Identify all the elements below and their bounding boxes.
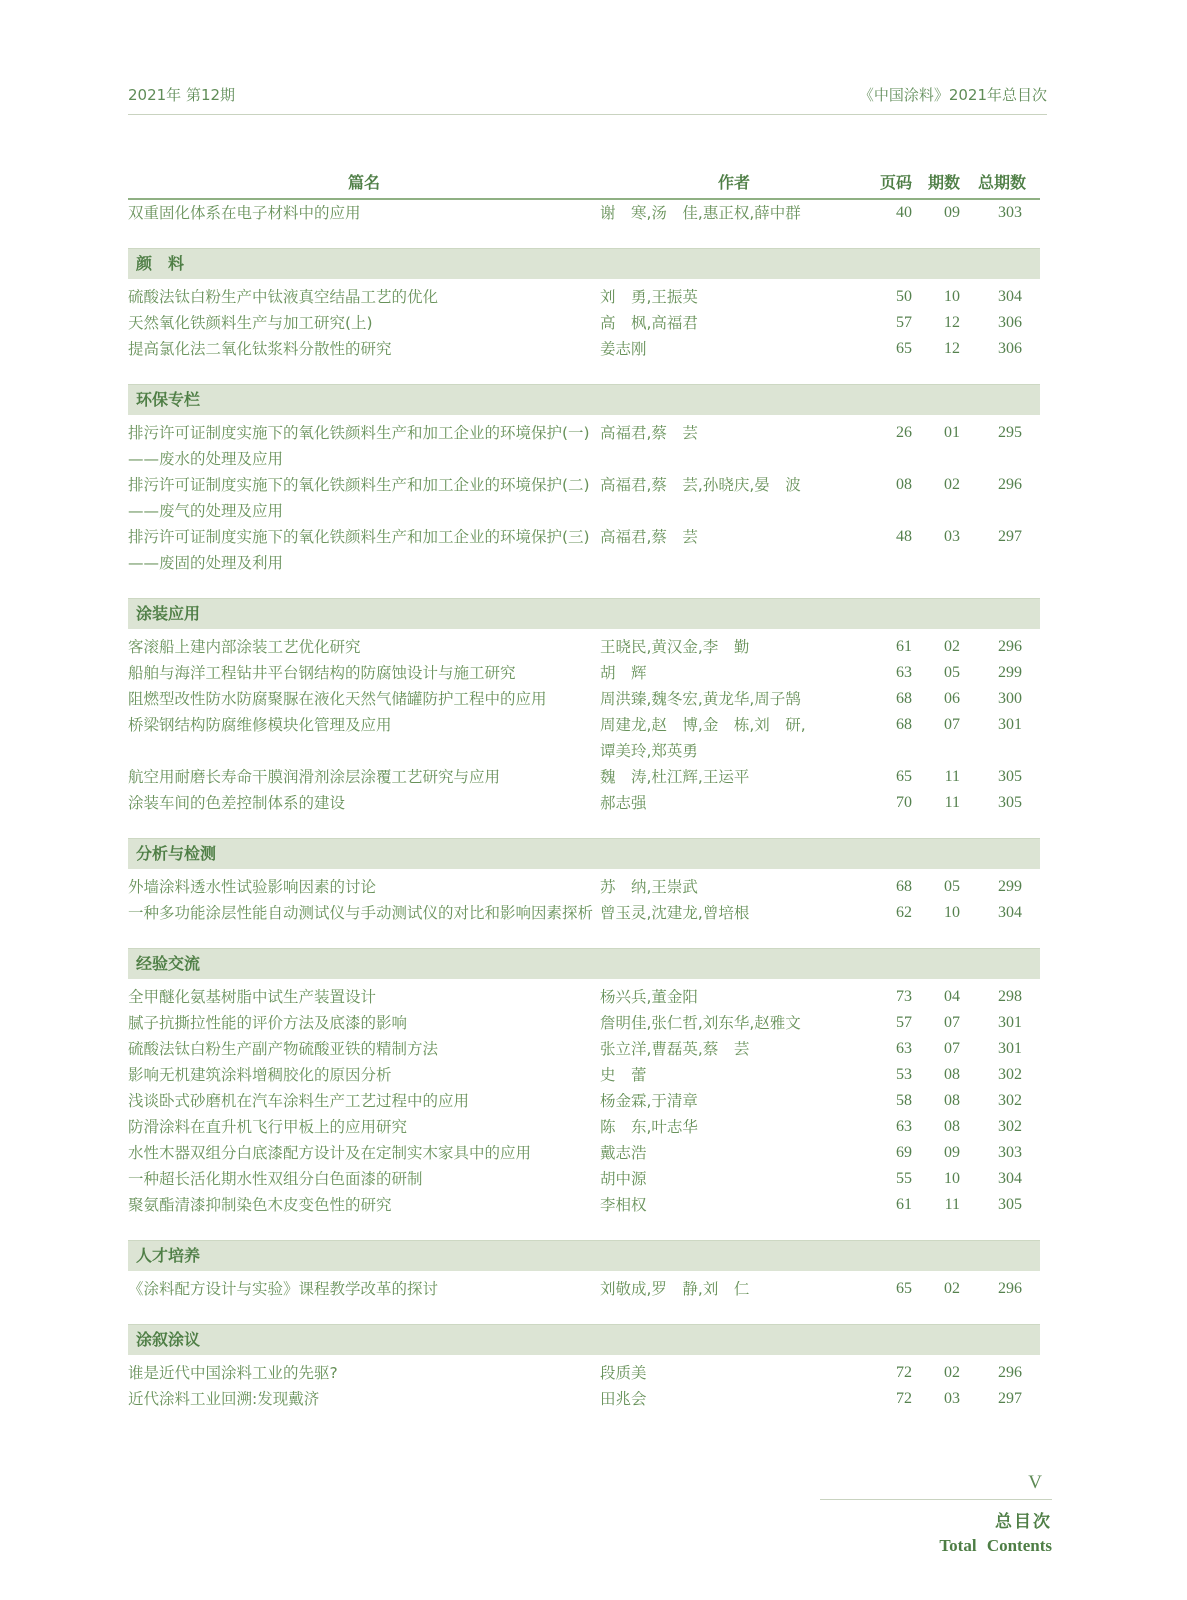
entry-author: 胡中源 [600, 1170, 647, 1188]
entry-title: 提高氯化法二氧化钛浆料分散性的研究 [128, 340, 392, 358]
author-cell [600, 1010, 868, 1036]
author-cell [600, 764, 868, 790]
entry-issue: 04 [944, 988, 960, 1005]
entry-page: 65 [896, 768, 912, 785]
footer-label-en: Total Contents [939, 1536, 1052, 1555]
author-cell [600, 1140, 868, 1166]
entry-title: 排污许可证制度实施下的氧化铁颜料生产和加工企业的环境保护(一) [128, 424, 590, 442]
entry-title: 船舶与海洋工程钻井平台钢结构的防腐蚀设计与施工研究 [128, 664, 516, 682]
entry-author: 姜志刚 [600, 340, 647, 358]
entry-page: 57 [896, 1014, 912, 1031]
toc-row [128, 686, 1040, 712]
title-cell [128, 660, 600, 686]
author-cell [600, 874, 868, 900]
entry-subtitle: ——废气的处理及应用 [128, 502, 284, 520]
entry-title: 排污许可证制度实施下的氧化铁颜料生产和加工企业的环境保护(二) [128, 476, 590, 494]
author-cell [600, 200, 868, 226]
toc-row [128, 1010, 1040, 1036]
entry-title: 浅谈卧式砂磨机在汽车涂料生产工艺过程中的应用 [128, 1092, 470, 1110]
entry-total: 296 [998, 476, 1022, 493]
entry-title: 阻燃型改性防水防腐聚脲在液化天然气储罐防护工程中的应用 [128, 690, 547, 708]
col-header-title: 篇名 [347, 173, 380, 192]
entry-issue: 10 [944, 904, 960, 921]
toc-row [128, 1036, 1040, 1062]
title-cell [128, 900, 600, 926]
title-cell [128, 1192, 600, 1218]
entry-issue: 10 [944, 1170, 960, 1187]
author-cell [600, 900, 868, 926]
entry-title: 涂装车间的色差控制体系的建设 [128, 794, 346, 812]
toc-row [128, 1114, 1040, 1140]
entry-page: 73 [896, 988, 912, 1005]
footer-label-cn: 总目次 [995, 1512, 1052, 1532]
title-cell [128, 1088, 600, 1114]
entry-author: 田兆会 [600, 1390, 647, 1408]
toc-row [128, 310, 1040, 336]
author-cell [600, 1276, 868, 1302]
entry-page: 70 [896, 794, 912, 811]
author-cell [600, 686, 868, 712]
entry-total: 297 [998, 528, 1022, 545]
entry-subtitle: ——废水的处理及应用 [128, 450, 284, 468]
entry-author: 詹明佳,张仁哲,刘东华,赵雅文 [600, 1014, 801, 1032]
entry-total: 303 [998, 1144, 1022, 1161]
entry-page: 69 [896, 1144, 912, 1161]
toc-row [128, 1062, 1040, 1088]
title-cell [128, 1062, 600, 1088]
entry-author: 张立洋,曹磊英,蔡 芸 [600, 1040, 750, 1058]
toc-row [128, 1192, 1040, 1218]
title-cell [128, 1010, 600, 1036]
toc-row [128, 336, 1040, 362]
toc-row [128, 1276, 1040, 1302]
author-cell [600, 472, 868, 498]
entry-page: 65 [896, 1280, 912, 1297]
entry-author: 史 蕾 [600, 1066, 647, 1084]
entry-title: 防滑涂料在直升机飞行甲板上的应用研究 [128, 1118, 408, 1136]
entry-author: 刘敬成,罗 静,刘 仁 [600, 1280, 750, 1298]
entry-subtitle: ——废固的处理及利用 [128, 554, 284, 572]
entry-issue: 10 [944, 288, 960, 305]
title-cell [128, 1114, 600, 1140]
entry-page: 57 [896, 314, 912, 331]
entry-title: 天然氧化铁颜料生产与加工研究(上) [128, 314, 373, 332]
entry-total: 305 [998, 794, 1022, 811]
entry-author: 谢 寒,汤 佳,惠正权,薛中群 [600, 204, 801, 222]
entry-title: 全甲醚化氨基树脂中试生产装置设计 [128, 988, 377, 1006]
entry-page: 40 [896, 204, 912, 221]
entry-title: 水性木器双组分白底漆配方设计及在定制实木家具中的应用 [128, 1144, 532, 1162]
entry-issue: 01 [944, 424, 960, 441]
running-header [128, 84, 1047, 115]
title-cell [128, 310, 600, 336]
title-cell [128, 874, 600, 900]
title-cell [128, 1140, 600, 1166]
entry-issue: 07 [944, 1040, 960, 1057]
entry-total: 301 [998, 716, 1022, 733]
author-cell [600, 634, 868, 660]
entry-page: 50 [896, 288, 912, 305]
entry-issue: 03 [944, 1390, 960, 1407]
section-header: 人才培养 [128, 1240, 1040, 1271]
entry-author: 段质美 [600, 1364, 647, 1382]
footer-divider [820, 1499, 1052, 1500]
entry-total: 305 [998, 1196, 1022, 1213]
entry-total: 300 [998, 690, 1022, 707]
entry-issue: 03 [944, 528, 960, 545]
entry-page: 68 [896, 716, 912, 733]
entry-author: 高福君,蔡 芸 [600, 424, 698, 442]
entry-total: 296 [998, 638, 1022, 655]
entry-issue: 11 [944, 768, 960, 785]
entry-page: 61 [896, 1196, 912, 1213]
entry-author-cont: 谭美玲,郑英勇 [600, 742, 698, 760]
toc-row [128, 764, 1040, 790]
title-cell [128, 1166, 600, 1192]
entry-issue: 08 [944, 1066, 960, 1083]
entry-title: 航空用耐磨长寿命干膜润滑剂涂层涂覆工艺研究与应用 [128, 768, 501, 786]
author-cell [600, 712, 868, 764]
author-cell [600, 284, 868, 310]
author-cell [600, 984, 868, 1010]
toc-row [128, 284, 1040, 310]
entry-issue: 12 [944, 340, 960, 357]
title-cell [128, 764, 600, 790]
toc-row [128, 900, 1040, 926]
entry-author: 高福君,蔡 芸,孙晓庆,晏 波 [600, 476, 801, 494]
entry-total: 299 [998, 878, 1022, 895]
author-cell [600, 524, 868, 550]
toc-table [128, 170, 1040, 1412]
entry-title: 双重固化体系在电子材料中的应用 [128, 204, 361, 222]
title-cell [128, 524, 600, 576]
toc-row [128, 472, 1040, 524]
author-cell [600, 1088, 868, 1114]
entry-issue: 08 [944, 1092, 960, 1109]
title-cell [128, 420, 600, 472]
author-cell [600, 336, 868, 362]
entry-title: 桥梁钢结构防腐维修模块化管理及应用 [128, 716, 392, 734]
toc-row [128, 634, 1040, 660]
section-header: 涂叙涂议 [128, 1324, 1040, 1355]
entry-total: 299 [998, 664, 1022, 681]
entry-issue: 05 [944, 878, 960, 895]
entry-page: 65 [896, 340, 912, 357]
entry-author: 苏 纳,王崇武 [600, 878, 698, 896]
toc-row [128, 660, 1040, 686]
entry-issue: 02 [944, 1280, 960, 1297]
entry-author: 郝志强 [600, 794, 647, 812]
section-header: 涂装应用 [128, 598, 1040, 629]
entry-issue: 02 [944, 476, 960, 493]
entry-author: 刘 勇,王振英 [600, 288, 698, 306]
entry-author: 杨兴兵,董金阳 [600, 988, 698, 1006]
toc-row [128, 1166, 1040, 1192]
author-cell [600, 1192, 868, 1218]
title-cell [128, 1276, 600, 1302]
toc-row [128, 1088, 1040, 1114]
entry-title: 影响无机建筑涂料增稠胶化的原因分析 [128, 1066, 392, 1084]
entry-issue: 07 [944, 1014, 960, 1031]
author-cell [600, 660, 868, 686]
toc-row [128, 1140, 1040, 1166]
entry-author: 李相权 [600, 1196, 647, 1214]
col-header-page: 页码 [879, 173, 912, 192]
entry-total: 295 [998, 424, 1022, 441]
toc-sections [128, 200, 1040, 1412]
page-footer [792, 1472, 1052, 1556]
title-cell [128, 336, 600, 362]
entry-page: 26 [896, 424, 912, 441]
entry-page: 08 [896, 476, 912, 493]
entry-issue: 08 [944, 1118, 960, 1135]
title-cell [128, 1386, 600, 1412]
author-cell [600, 1114, 868, 1140]
entry-author: 杨金霖,于清章 [600, 1092, 698, 1110]
author-cell [600, 1360, 868, 1386]
entry-issue: 07 [944, 716, 960, 733]
entry-page: 63 [896, 1040, 912, 1057]
entry-author: 周建龙,赵 博,金 栋,刘 研, [600, 716, 806, 734]
entry-title: 谁是近代中国涂料工业的先驱? [128, 1364, 338, 1382]
title-cell [128, 634, 600, 660]
entry-page: 63 [896, 664, 912, 681]
entry-author: 高福君,蔡 芸 [600, 528, 698, 546]
author-cell [600, 1386, 868, 1412]
entry-page: 63 [896, 1118, 912, 1135]
entry-page: 68 [896, 878, 912, 895]
title-cell [128, 200, 600, 226]
entry-total: 304 [998, 904, 1022, 921]
entry-issue: 05 [944, 664, 960, 681]
toc-row [128, 712, 1040, 764]
entry-issue: 11 [944, 794, 960, 811]
title-cell [128, 686, 600, 712]
entry-author: 胡 辉 [600, 664, 647, 682]
entry-page: 53 [896, 1066, 912, 1083]
table-header-row [128, 170, 1040, 200]
page-number: V [1028, 1472, 1042, 1493]
section-header: 环保专栏 [128, 384, 1040, 415]
entry-title: 《涂料配方设计与实验》课程教学改革的探讨 [128, 1280, 439, 1298]
entry-title: 腻子抗撕拉性能的评价方法及底漆的影响 [128, 1014, 408, 1032]
entry-total: 301 [998, 1040, 1022, 1057]
journal-title: 《中国涂料》2021年总目次 [858, 86, 1047, 104]
entry-issue: 09 [944, 204, 960, 221]
entry-issue: 02 [944, 638, 960, 655]
entry-page: 48 [896, 528, 912, 545]
toc-row [128, 420, 1040, 472]
entry-author: 曾玉灵,沈建龙,曾培根 [600, 904, 750, 922]
entry-title: 一种超长活化期水性双组分白色面漆的研制 [128, 1170, 423, 1188]
entry-total: 304 [998, 1170, 1022, 1187]
entry-title: 一种多功能涂层性能自动测试仪与手动测试仪的对比和影响因素探析 [128, 904, 594, 922]
col-header-author: 作者 [717, 173, 750, 192]
toc-row [128, 524, 1040, 576]
entry-total: 297 [998, 1390, 1022, 1407]
entry-page: 58 [896, 1092, 912, 1109]
entry-total: 303 [998, 204, 1022, 221]
title-cell [128, 712, 600, 738]
entry-title: 外墙涂料透水性试验影响因素的讨论 [128, 878, 377, 896]
entry-author: 王晓民,黄汉金,李 勤 [600, 638, 750, 656]
entry-author: 陈 东,叶志华 [600, 1118, 698, 1136]
entry-title: 聚氨酯清漆抑制染色木皮变色性的研究 [128, 1196, 392, 1214]
section-header: 颜 料 [128, 248, 1040, 279]
author-cell [600, 790, 868, 816]
entry-total: 305 [998, 768, 1022, 785]
issue-info: 2021年 第12期 [128, 86, 236, 104]
entry-total: 296 [998, 1364, 1022, 1381]
entry-author: 周洪臻,魏冬宏,黄龙华,周子鹄 [600, 690, 801, 708]
entry-page: 61 [896, 638, 912, 655]
entry-total: 296 [998, 1280, 1022, 1297]
entry-author: 戴志浩 [600, 1144, 647, 1162]
title-cell [128, 472, 600, 524]
title-cell [128, 1036, 600, 1062]
entry-title: 硫酸法钛白粉生产副产物硫酸亚铁的精制方法 [128, 1040, 439, 1058]
entry-page: 72 [896, 1390, 912, 1407]
entry-title: 近代涂料工业回溯:发现戴济 [128, 1390, 320, 1408]
entry-total: 301 [998, 1014, 1022, 1031]
author-cell [600, 1036, 868, 1062]
entry-total: 306 [998, 340, 1022, 357]
title-cell [128, 984, 600, 1010]
entry-total: 298 [998, 988, 1022, 1005]
title-cell [128, 790, 600, 816]
entry-issue: 06 [944, 690, 960, 707]
title-cell [128, 1360, 600, 1386]
entry-issue: 11 [944, 1196, 960, 1213]
entry-total: 302 [998, 1066, 1022, 1083]
section-header: 经验交流 [128, 948, 1040, 979]
entry-page: 72 [896, 1364, 912, 1381]
author-cell [600, 1062, 868, 1088]
title-cell [128, 284, 600, 310]
entry-page: 55 [896, 1170, 912, 1187]
entry-page: 68 [896, 690, 912, 707]
toc-row [128, 1360, 1040, 1386]
toc-row [128, 200, 1040, 226]
toc-row [128, 1386, 1040, 1412]
toc-row [128, 984, 1040, 1010]
entry-title: 排污许可证制度实施下的氧化铁颜料生产和加工企业的环境保护(三) [128, 528, 590, 546]
author-cell [600, 1166, 868, 1192]
entry-total: 304 [998, 288, 1022, 305]
toc-row [128, 874, 1040, 900]
author-cell [600, 310, 868, 336]
section-header: 分析与检测 [128, 838, 1040, 869]
col-header-issue: 期数 [927, 173, 960, 192]
entry-author: 魏 涛,杜江辉,王运平 [600, 768, 750, 786]
entry-issue: 12 [944, 314, 960, 331]
entry-total: 302 [998, 1118, 1022, 1135]
entry-title: 客滚船上建内部涂装工艺优化研究 [128, 638, 361, 656]
entry-total: 302 [998, 1092, 1022, 1109]
entry-title: 硫酸法钛白粉生产中钛液真空结晶工艺的优化 [128, 288, 439, 306]
entry-page: 62 [896, 904, 912, 921]
toc-row [128, 790, 1040, 816]
entry-issue: 09 [944, 1144, 960, 1161]
entry-total: 306 [998, 314, 1022, 331]
entry-issue: 02 [944, 1364, 960, 1381]
entry-author: 高 枫,高福君 [600, 314, 698, 332]
author-cell [600, 420, 868, 446]
col-header-total: 总期数 [977, 173, 1026, 192]
